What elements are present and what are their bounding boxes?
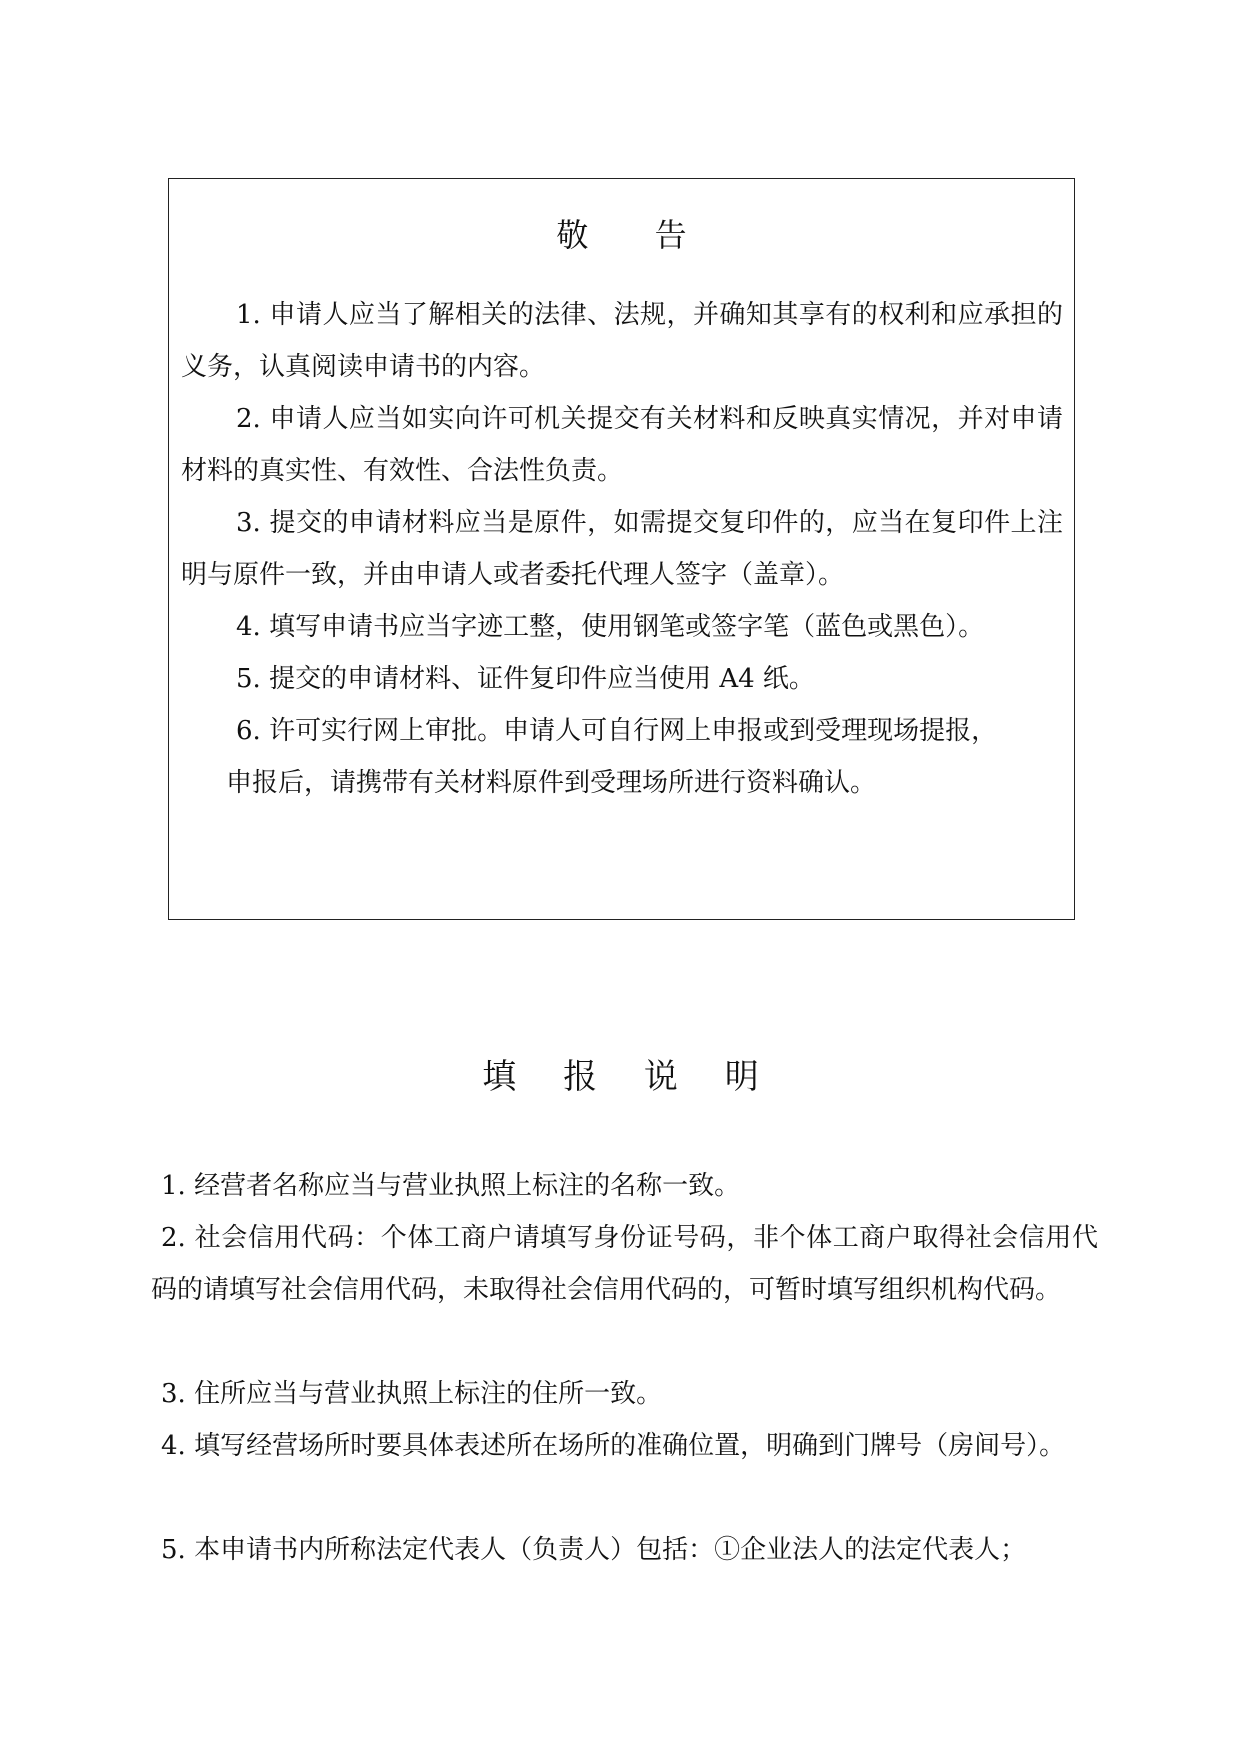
fill-instructions-title: 填 报 说 明 bbox=[482, 1057, 777, 1097]
notice-item-6-line-1: 6. 许可实行网上审批。申请人可自行网上申报或到受理现场提报， bbox=[236, 716, 998, 746]
notice-title: 敬 告 bbox=[556, 216, 715, 254]
notice-item-5: 5. 提交的申请材料、证件复印件应当使用 A4 纸。 bbox=[236, 664, 815, 694]
notice-item-4: 4. 填写申请书应当字迹工整，使用钢笔或签字笔（蓝色或黑色）。 bbox=[236, 612, 985, 642]
notice-box bbox=[168, 178, 1075, 920]
notice-item-3: 3. 提交的申请材料应当是原件，如需提交复印件的，应当在复印件上注明与原件一致，并由申请人或者委托代理人签字（盖章）。 bbox=[181, 508, 1063, 590]
fill-item-5: 5. 本申请书内所称法定代表人（负责人）包括：①企业法人的法定代表人； bbox=[161, 1535, 1027, 1565]
fill-item-1: 1. 经营者名称应当与营业执照上标注的名称一致。 bbox=[161, 1171, 741, 1201]
fill-item-4: 4. 填写经营场所时要具体表述所在场所的准确位置，明确到门牌号（房间号）。 bbox=[161, 1431, 1066, 1461]
notice-item-2: 2. 申请人应当如实向许可机关提交有关材料和反映真实情况，并对申请材料的真实性、有效性、合法性负责。 bbox=[181, 404, 1063, 486]
notice-item-1: 1. 申请人应当了解相关的法律、法规，并确知其享有的权利和应承担的义务，认真阅读申请书的内容。 bbox=[181, 300, 1063, 382]
fill-item-3: 3. 住所应当与营业执照上标注的住所一致。 bbox=[161, 1379, 663, 1409]
notice-item-6-line-2: 申报后，请携带有关材料原件到受理场所进行资料确认。 bbox=[226, 768, 877, 798]
fill-item-2: 2. 社会信用代码：个体工商户请填写身份证号码，非个体工商户取得社会信用代码的请填写社会信用代码，未取得社会信用代码的，可暂时填写组织机构代码。 bbox=[151, 1223, 1098, 1305]
